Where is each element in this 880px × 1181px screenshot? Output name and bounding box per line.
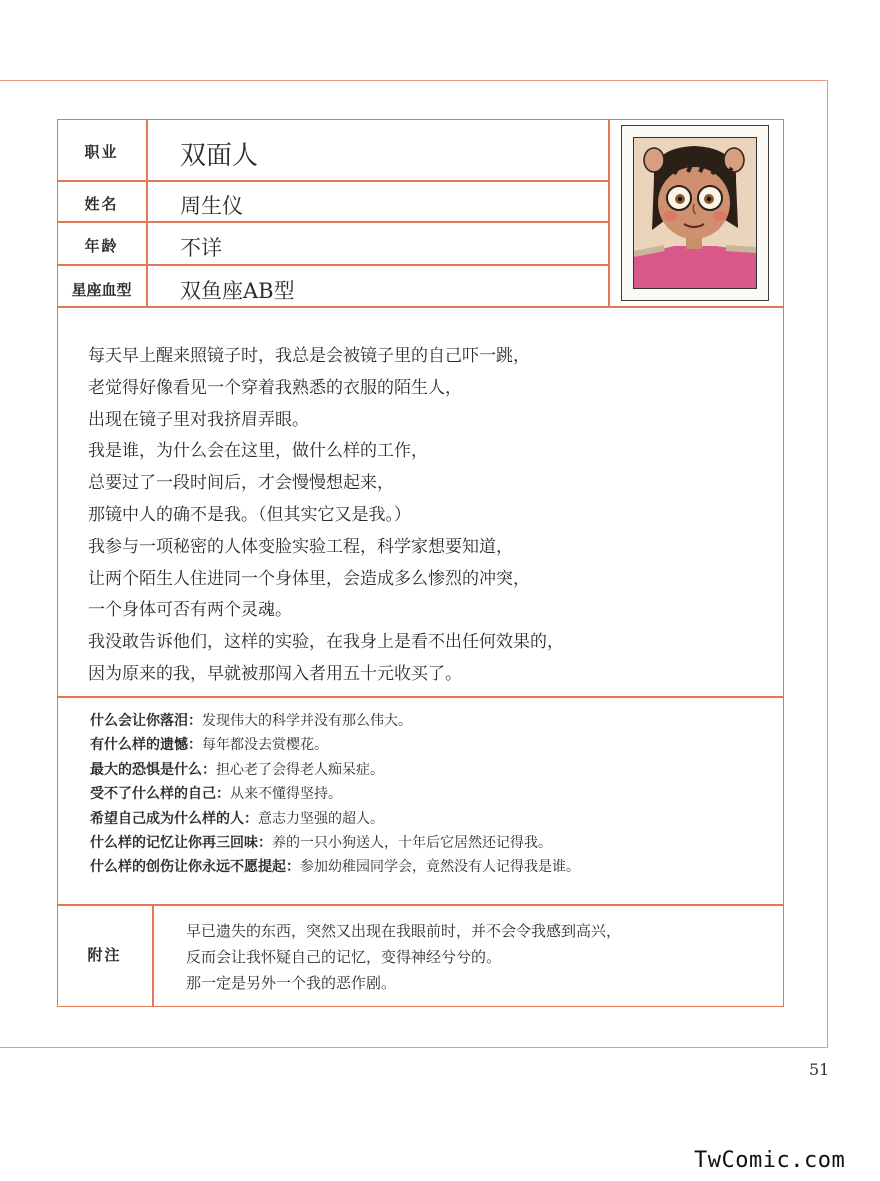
qa-question: 什么会让你落泪： bbox=[90, 713, 202, 729]
qa-question: 最大的恐惧是什么： bbox=[90, 761, 216, 778]
bio-line: 那镜中人的确不是我。（但其实它又是我。） bbox=[88, 504, 411, 525]
occupation-label: 职业 bbox=[84, 143, 119, 161]
row-divider-2 bbox=[57, 221, 609, 223]
qa-answer: 参加幼稚园同学会，竟然没有人记得我是谁。 bbox=[300, 859, 580, 876]
bio-text bbox=[88, 341, 768, 691]
qa-item bbox=[90, 855, 780, 879]
bio-line: 我没敢告诉他们，这样的实验，在我身上是看不出任何效果的， bbox=[88, 632, 564, 653]
bio-line: 因为原来的我，早就被那闯入者用五十元收买了。 bbox=[88, 663, 462, 684]
row-divider-1 bbox=[57, 180, 609, 182]
bio-line: 老觉得好像看见一个穿着我熟悉的衣服的陌生人， bbox=[88, 377, 462, 398]
qa-list bbox=[90, 709, 780, 880]
qa-item bbox=[90, 709, 780, 733]
bio-line: 出现在镜子里对我挤眉弄眼。 bbox=[88, 409, 309, 430]
age-label: 年龄 bbox=[84, 237, 119, 255]
bio-line: 每天早上醒来照镜子时，我总是会被镜子里的自己吓一跳， bbox=[88, 346, 530, 366]
qa-answer: 从来不懂得坚持。 bbox=[230, 786, 342, 803]
qa-item bbox=[90, 831, 780, 855]
qa-item bbox=[90, 782, 780, 806]
portrait-icon bbox=[633, 137, 757, 289]
note-line: 反而会让我怀疑自己的记忆，变得神经兮兮的。 bbox=[186, 948, 502, 966]
sign-value: 双鱼座AB型 bbox=[180, 279, 295, 303]
qa-answer: 担心老了会得老人痴呆症。 bbox=[216, 761, 384, 778]
qa-answer: 意志力坚强的超人。 bbox=[258, 810, 384, 827]
note-text bbox=[186, 918, 776, 996]
qa-question: 有什么样的遗憾： bbox=[90, 737, 202, 754]
qa-question: 受不了什么样的自己： bbox=[90, 786, 230, 803]
header-bottom-divider bbox=[57, 306, 784, 308]
occupation-value: 双面人 bbox=[180, 141, 259, 171]
qa-item bbox=[90, 733, 780, 757]
bio-line: 总要过了一段时间后，才会慢慢想起来， bbox=[88, 473, 394, 494]
qa-question: 什么样的创伤让你永远不愿提起： bbox=[90, 859, 300, 876]
qa-answer: 养的一只小狗送人，十年后它居然还记得我。 bbox=[272, 835, 552, 852]
note-line: 早已遗失的东西，突然又出现在我眼前时，并不会令我感到高兴， bbox=[186, 922, 622, 940]
photo-frame bbox=[621, 125, 769, 301]
bio-line: 我参与一项秘密的人体变脸实验工程，科学家想要知道， bbox=[88, 536, 513, 557]
note-column-divider bbox=[152, 904, 154, 1007]
qa-answer: 每年都没去赏樱花。 bbox=[202, 737, 328, 754]
photo-column-divider bbox=[608, 120, 610, 306]
row-divider-3 bbox=[57, 264, 609, 266]
qa-answer: 发现伟大的科学并没有那么伟大。 bbox=[202, 713, 412, 729]
qa-item bbox=[90, 807, 780, 831]
name-label: 姓名 bbox=[84, 195, 119, 213]
page-number: 51 bbox=[809, 1060, 830, 1079]
sign-label: 星座血型 bbox=[71, 281, 132, 299]
site-watermark: TwComic.com bbox=[694, 1148, 846, 1173]
note-line: 那一定是另外一个我的恶作剧。 bbox=[186, 974, 397, 992]
bio-line: 让两个陌生人住进同一个身体里，会造成多么惨烈的冲突， bbox=[88, 568, 530, 589]
qa-question: 什么样的记忆让你再三回味： bbox=[90, 835, 272, 852]
bio-line: 我是谁，为什么会在这里，做什么样的工作， bbox=[88, 441, 428, 462]
note-label: 附注 bbox=[87, 946, 122, 964]
qa-item bbox=[90, 758, 780, 782]
bio-line: 一个身体可否有两个灵魂。 bbox=[88, 600, 292, 621]
age-value: 不详 bbox=[180, 236, 222, 260]
qa-bottom-divider bbox=[57, 904, 784, 906]
name-value: 周生仪 bbox=[180, 194, 243, 218]
header-column-divider bbox=[146, 120, 148, 306]
bio-bottom-divider bbox=[57, 696, 784, 698]
qa-question: 希望自己成为什么样的人： bbox=[90, 810, 258, 827]
